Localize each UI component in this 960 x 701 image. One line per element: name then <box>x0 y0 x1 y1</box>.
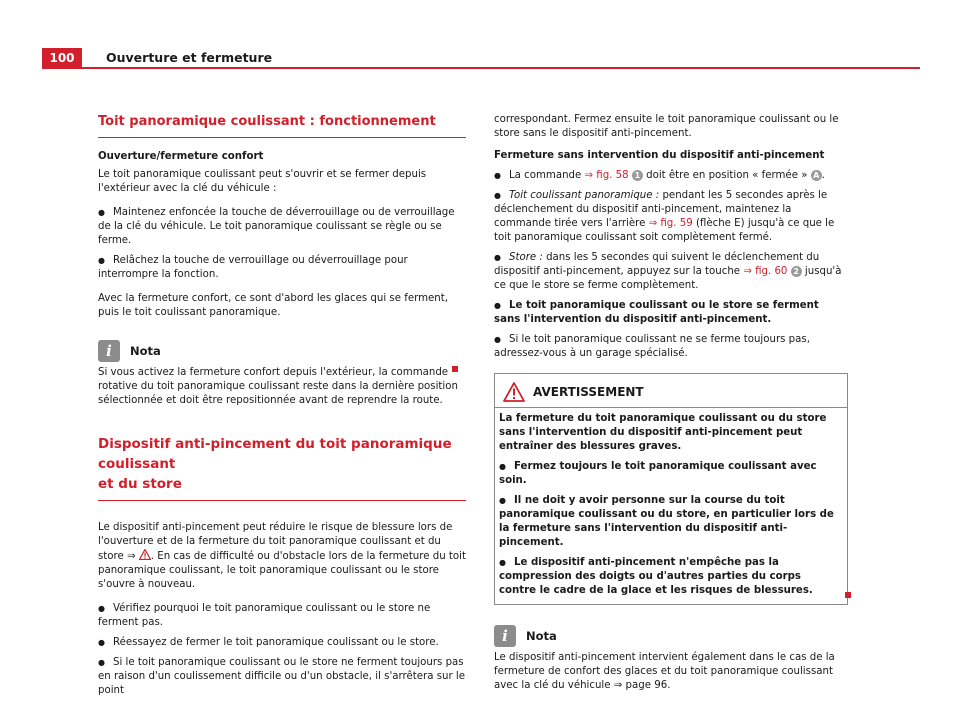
right-column <box>494 113 848 693</box>
bullet-icon: ● <box>494 335 501 344</box>
bullet-icon: ● <box>98 658 105 667</box>
paragraph-closing: Avec la fermeture confort, ce sont d'abord les glaces qui se ferment, puis le toit coulissant panoramique. <box>98 293 448 318</box>
figure-link[interactable]: ⇒ fig. 58 <box>584 170 629 181</box>
list-item: ● Toit coulissant panoramique : pendant les 5 secondes après le déclenchement du dispositif anti-pincement, maintenez la commande tirée vers l'arrière ⇒ fig. 59 (flèche E) jusqu'à ce que le toit panoramique coulissant soit complètement fermé. <box>494 190 835 243</box>
section-end-marker <box>845 592 851 598</box>
subheading-comfort: Ouverture/fermeture confort <box>98 151 264 162</box>
figure-link[interactable]: ⇒ fig. 60 <box>743 266 788 277</box>
bullet-icon: ● <box>494 171 501 180</box>
paragraph-antipinch-intro: Le dispositif anti-pincement peut réduire le risque de blessure lors de l'ouverture et de la fermeture du toit panoramique coulissant et du store ⇒ . En cas de difficulté ou d'obstacle lors de la fermeture du toit panoramique coulissant, le toit panoramique coulissant ou le store s'ouvre à nouveau. <box>98 522 466 590</box>
warning-triangle-icon <box>503 382 525 402</box>
figure-link[interactable]: ⇒ fig. 59 <box>648 218 693 229</box>
list-item: ● Réessayez de fermer le toit panoramique coulissant ou le store. <box>98 637 439 648</box>
info-icon: i <box>98 340 120 362</box>
callout-letter: A <box>811 170 822 181</box>
warning-item: ● Il ne doit y avoir personne sur la course du toit panoramique coulissant ou du store, en particulier lors de la fermeture sans l'intervention du dispositif anti-pincement. <box>499 495 834 548</box>
callout-number: 1 <box>632 170 643 181</box>
list-item: ● Maintenez enfoncée la touche de déverrouillage ou de verrouillage de la clé du véhicule. Le toit panoramique coulissant se règle ou se ferme. <box>98 207 455 246</box>
section-heading-antipinch: Dispositif anti-pincement du toit panoramique coulissant et du store <box>98 436 452 492</box>
section-end-marker <box>452 366 458 372</box>
bullet-icon: ● <box>499 462 506 471</box>
warning-header <box>495 374 847 408</box>
info-icon: i <box>494 625 516 647</box>
list-item: ● Le toit panoramique coulissant ou le store se ferment sans l'intervention du dispositif anti-pincement. <box>494 300 819 325</box>
nota-label: Nota <box>526 629 557 643</box>
bullet-icon: ● <box>494 253 501 262</box>
list-item: ● Relâchez la touche de verrouillage ou déverrouillage pour interrompre la fonction. <box>98 255 408 280</box>
nota-text: Si vous activez la fermeture confort depuis l'extérieur, la commande rotative du toit panoramique coulissant reste dans la dernière position sélectionnée et doit être repositionnée avant de reprendre la route. <box>98 367 458 406</box>
page-header-title: Ouverture et fermeture <box>106 50 273 65</box>
nota-header <box>494 625 848 647</box>
paragraph-intro: Le toit panoramique coulissant peut s'ouvrir et se fermer depuis l'extérieur avec la clé du véhicule : <box>98 169 427 194</box>
nota-label: Nota <box>130 344 161 358</box>
list-item: ● Si le toit panoramique coulissant ou le store ne ferment toujours pas en raison d'un coulissement difficile ou d'un obstacle, il s'arrêtera sur le point <box>98 657 465 696</box>
bullet-icon: ● <box>98 604 105 613</box>
left-column <box>98 112 466 698</box>
list-item: ● La commande ⇒ fig. 58 1 doit être en position « fermée » A . <box>494 170 825 181</box>
nota-header <box>98 340 466 362</box>
callout-number: 2 <box>791 266 802 277</box>
warning-title: AVERTISSEMENT <box>533 385 644 399</box>
bullet-icon: ● <box>98 256 105 265</box>
header-rule <box>42 67 920 69</box>
warning-body <box>495 408 847 604</box>
bullet-icon: ● <box>499 496 506 505</box>
nota-text: Le dispositif anti-pincement intervient également dans le cas de la fermeture de confort des glaces et du toit panoramique coulissant avec la clé du véhicule ⇒ page 96. <box>494 652 835 691</box>
warning-item: ● Fermez toujours le toit panoramique coulissant avec soin. <box>499 461 817 486</box>
warning-box <box>494 373 848 605</box>
warning-intro: La fermeture du toit panoramique coulissant ou du store sans l'intervention du dispositif anti-pincement peut entraîner des blessures graves. <box>499 413 827 452</box>
subheading-without-antipinch: Fermeture sans intervention du dispositif anti-pincement <box>494 150 825 161</box>
paragraph-continuation: correspondant. Fermez ensuite le toit panoramique coulissant ou le store sans le dispositif anti-pincement. <box>494 114 839 139</box>
section-heading-rule <box>98 137 466 138</box>
bullet-icon: ● <box>494 191 501 200</box>
bullet-icon: ● <box>494 301 501 310</box>
section-heading-function: Toit panoramique coulissant : fonctionnement <box>98 114 436 129</box>
list-item: ● Si le toit panoramique coulissant ne se ferme toujours pas, adressez-vous à un garage spécialisé. <box>494 334 810 359</box>
list-item: ● Vérifiez pourquoi le toit panoramique coulissant ou le store ne ferment pas. <box>98 603 431 628</box>
warning-item: ● Le dispositif anti-pincement n'empêche pas la compression des doigts ou d'autres parties du corps contre le cadre de la glace et les risques de blessures. <box>499 557 813 596</box>
bullet-icon: ● <box>98 208 105 217</box>
bullet-icon: ● <box>499 558 506 567</box>
warning-triangle-icon <box>139 549 151 560</box>
page-number: 100 <box>42 48 82 68</box>
list-item: ● Store : dans les 5 secondes qui suivent le déclenchement du dispositif anti-pincement, appuyez sur la touche ⇒ fig. 60 2 jusqu'à ce que le store se ferme complètement. <box>494 252 842 291</box>
section-heading-rule <box>98 500 466 501</box>
bullet-icon: ● <box>98 638 105 647</box>
